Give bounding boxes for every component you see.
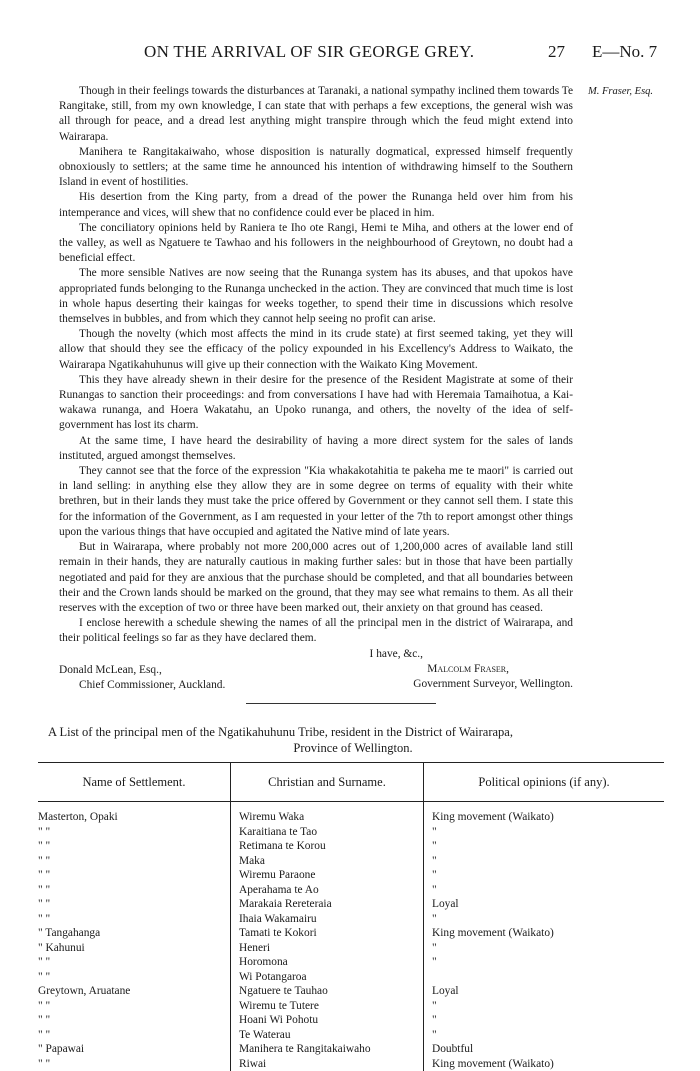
- settlement-cell: " ": [38, 883, 231, 898]
- paragraph: Manihera te Rangitakaiwaho, whose disposition is naturally dogmatical, expressed himself frequently obnoxiously to settlers; at the same time he announced his intention of withdrawing himself to the Southern Island in event of hostilities.: [59, 145, 573, 191]
- schedule-table: [38, 762, 664, 1071]
- settlement-cell: " ": [38, 999, 231, 1014]
- opinion-cell: ": [424, 941, 665, 956]
- table-row: [38, 883, 664, 898]
- settlement-cell: " ": [38, 1057, 231, 1071]
- paragraph: The more sensible Natives are now seeing that the Runanga system has its abuses, and that upokos have appropriated funds belonging to the Runanga unchecked in the action. They are convinced that much time is lost in whole hapus deserting their kaingas for weeks together, to spend their time in discussions which resolve themselves in bubbles, and from which they cannot help seeing no profit can arise.: [59, 266, 573, 327]
- opinion-cell: ": [424, 1028, 665, 1043]
- caption-line-1: A List of the principal men of the Ngatikahuhunu Tribe, resident in the District of Wairarapa,: [48, 724, 658, 740]
- opinion-cell: ": [424, 1013, 665, 1028]
- name-cell: Wiremu Waka: [231, 802, 424, 825]
- name-cell: Te Waterau: [231, 1028, 424, 1043]
- table-row: [38, 868, 664, 883]
- opinion-cell: ": [424, 912, 665, 927]
- closing: I have, &c.,: [59, 647, 573, 662]
- settlement-cell: " ": [38, 825, 231, 840]
- settlement-cell: " Tangahanga: [38, 926, 231, 941]
- table-row: [38, 955, 664, 970]
- table-row: [38, 897, 664, 912]
- opinion-cell: King movement (Waikato): [424, 926, 665, 941]
- name-cell: Wiremu Paraone: [231, 868, 424, 883]
- column-header-settlement: Name of Settlement.: [38, 763, 231, 802]
- name-cell: Wi Potangaroa: [231, 970, 424, 985]
- opinion-cell: ": [424, 868, 665, 883]
- settlement-cell: " ": [38, 839, 231, 854]
- paragraph: They cannot see that the force of the expression "Kia whakakotahitia te pakeha me te maori" is carried out in land selling: in anything else they allow they are in some degree on terms of equality with their white brethren, but in their lands they must take the price offered by Government or they cannot sell them. I state this for the information of the Government, as I am requested in your letter of the 7th to report amongst other things upon the various things that have occupied and agitated the Native mind of late years.: [59, 464, 573, 540]
- opinion-cell: ": [424, 825, 665, 840]
- name-cell: Ihaia Wakamairu: [231, 912, 424, 927]
- paragraph: This they have already shewn in their desire for the presence of the Resident Magistrate at some of their Runangas to sanction their proceedings: and from conversations I have had with Heremaia Tamaihotua, a Kai-wakawa runanga, and Hoera Wakatahu, an Upoko runanga, and others, the novelty of the idea of self-government has lost its charm.: [59, 373, 573, 434]
- paper-reference: E—No. 7: [592, 42, 657, 62]
- table-row: [38, 854, 664, 869]
- settlement-cell: " ": [38, 1013, 231, 1028]
- opinion-cell: [424, 970, 665, 985]
- caption-line-2: Province of Wellington.: [48, 740, 658, 756]
- settlement-cell: " Kahunui: [38, 941, 231, 956]
- settlement-cell: " ": [38, 854, 231, 869]
- settlement-cell: Masterton, Opaki: [38, 802, 231, 825]
- table-row: [38, 970, 664, 985]
- table-row: [38, 1013, 664, 1028]
- table-row: [38, 825, 664, 840]
- table-row: [38, 941, 664, 956]
- name-cell: Ngatuere te Tauhao: [231, 984, 424, 999]
- name-cell: Horomona: [231, 955, 424, 970]
- opinion-cell: ": [424, 955, 665, 970]
- settlement-cell: " ": [38, 912, 231, 927]
- paragraph: The conciliatory opinions held by Raniera te Iho ote Rangi, Hemi te Miha, and others at the lower end of the valley, as well as Ngatuere te Tawhao and his followers in the neighbourhood of Greytown, no doubt had a beneficial effect.: [59, 221, 573, 267]
- settlement-cell: " ": [38, 970, 231, 985]
- paragraph: Though in their feelings towards the disturbances at Taranaki, a national sympathy inclined them towards Te Rangitake, still, from my own knowledge, I can state that with perhaps a few exceptions, the general wish was all through for peace, and a dread lest anything might transpire through which the feud might extend into Wairarapa.: [59, 84, 573, 145]
- name-cell: Riwai: [231, 1057, 424, 1071]
- name-cell: Manihera te Rangitakaiwaho: [231, 1042, 424, 1057]
- name-cell: Maka: [231, 854, 424, 869]
- schedule-caption: [48, 724, 658, 756]
- table-row: [38, 984, 664, 999]
- table-row: [38, 1028, 664, 1043]
- table-row: [38, 926, 664, 941]
- addressee-title: Chief Commissioner, Auckland.: [59, 678, 225, 693]
- name-cell: Retimana te Korou: [231, 839, 424, 854]
- opinion-cell: ": [424, 883, 665, 898]
- opinion-cell: King movement (Waikato): [424, 802, 665, 825]
- column-header-name: Christian and Surname.: [231, 763, 424, 802]
- settlement-cell: " ": [38, 1028, 231, 1043]
- opinion-cell: Loyal: [424, 897, 665, 912]
- opinion-cell: Loyal: [424, 984, 665, 999]
- paragraph: I enclose herewith a schedule shewing the names of all the principal men in the district of Wairarapa, and their political feelings so far as they have declared them.: [59, 616, 573, 646]
- name-cell: Heneri: [231, 941, 424, 956]
- table-row: [38, 999, 664, 1014]
- opinion-cell: ": [424, 999, 665, 1014]
- letter-body: [59, 84, 573, 692]
- addressee-name: Donald McLean, Esq.,: [59, 663, 225, 678]
- table-row: [38, 802, 664, 825]
- table-row: [38, 839, 664, 854]
- column-header-opinions: Political opinions (if any).: [424, 763, 665, 802]
- signer-title: Government Surveyor, Wellington.: [59, 677, 573, 692]
- name-cell: Wiremu te Tutere: [231, 999, 424, 1014]
- signature: Malcolm Fraser,: [59, 662, 573, 677]
- settlement-cell: " Papawai: [38, 1042, 231, 1057]
- page-header: [0, 42, 700, 68]
- name-cell: Aperahama te Ao: [231, 883, 424, 898]
- paragraph: His desertion from the King party, from a dread of the power the Runanga held over him from his intemperance and vices, will shew that no confidence could ever be placed in him.: [59, 190, 573, 220]
- settlement-cell: " ": [38, 868, 231, 883]
- paragraph: At the same time, I have heard the desirability of having a more direct system for the sales of lands instituted, argued amongst themselves.: [59, 434, 573, 464]
- divider: [246, 703, 436, 704]
- name-cell: Hoani Wi Pohotu: [231, 1013, 424, 1028]
- paragraph: But in Wairarapa, where probably not more 200,000 acres out of 1,200,000 acres of available land still remain in their hands, they are naturally cautious in making further sales: but in those that have been partially negotiated and paid for they are anxious that the purchase should be completed, and that all boundaries between their and the Crown lands should be marked on the ground, that they may see what remains to them. As all their reserves with the exception of two or three have been marked out, their anxiety on that ground has ceased.: [59, 540, 573, 616]
- settlement-cell: " ": [38, 897, 231, 912]
- table-row: [38, 1042, 664, 1057]
- page-number: 27: [548, 42, 565, 62]
- addressee: [59, 663, 225, 693]
- paragraph: Though the novelty (which most affects the mind in its crude state) at first seemed taking, yet they will allow that should they see the efficacy of the policy expounded in his Excellency's Address to Waikato, the Wairarapa Ngatikahuhunus will give up their connection with the Waikato King Movement.: [59, 327, 573, 373]
- table-header-row: [38, 763, 664, 802]
- opinion-cell: King movement (Waikato): [424, 1057, 665, 1071]
- name-cell: Karaitiana te Tao: [231, 825, 424, 840]
- name-cell: Marakaia Rereteraia: [231, 897, 424, 912]
- opinion-cell: ": [424, 854, 665, 869]
- settlement-cell: Greytown, Aruatane: [38, 984, 231, 999]
- margin-note: M. Fraser, Esq.: [588, 86, 653, 97]
- table-row: [38, 912, 664, 927]
- settlement-cell: " ": [38, 955, 231, 970]
- name-cell: Tamati te Kokori: [231, 926, 424, 941]
- opinion-cell: Doubtful: [424, 1042, 665, 1057]
- opinion-cell: ": [424, 839, 665, 854]
- running-title: ON THE ARRIVAL OF SIR GEORGE GREY.: [144, 42, 474, 62]
- table-body: [38, 802, 664, 1071]
